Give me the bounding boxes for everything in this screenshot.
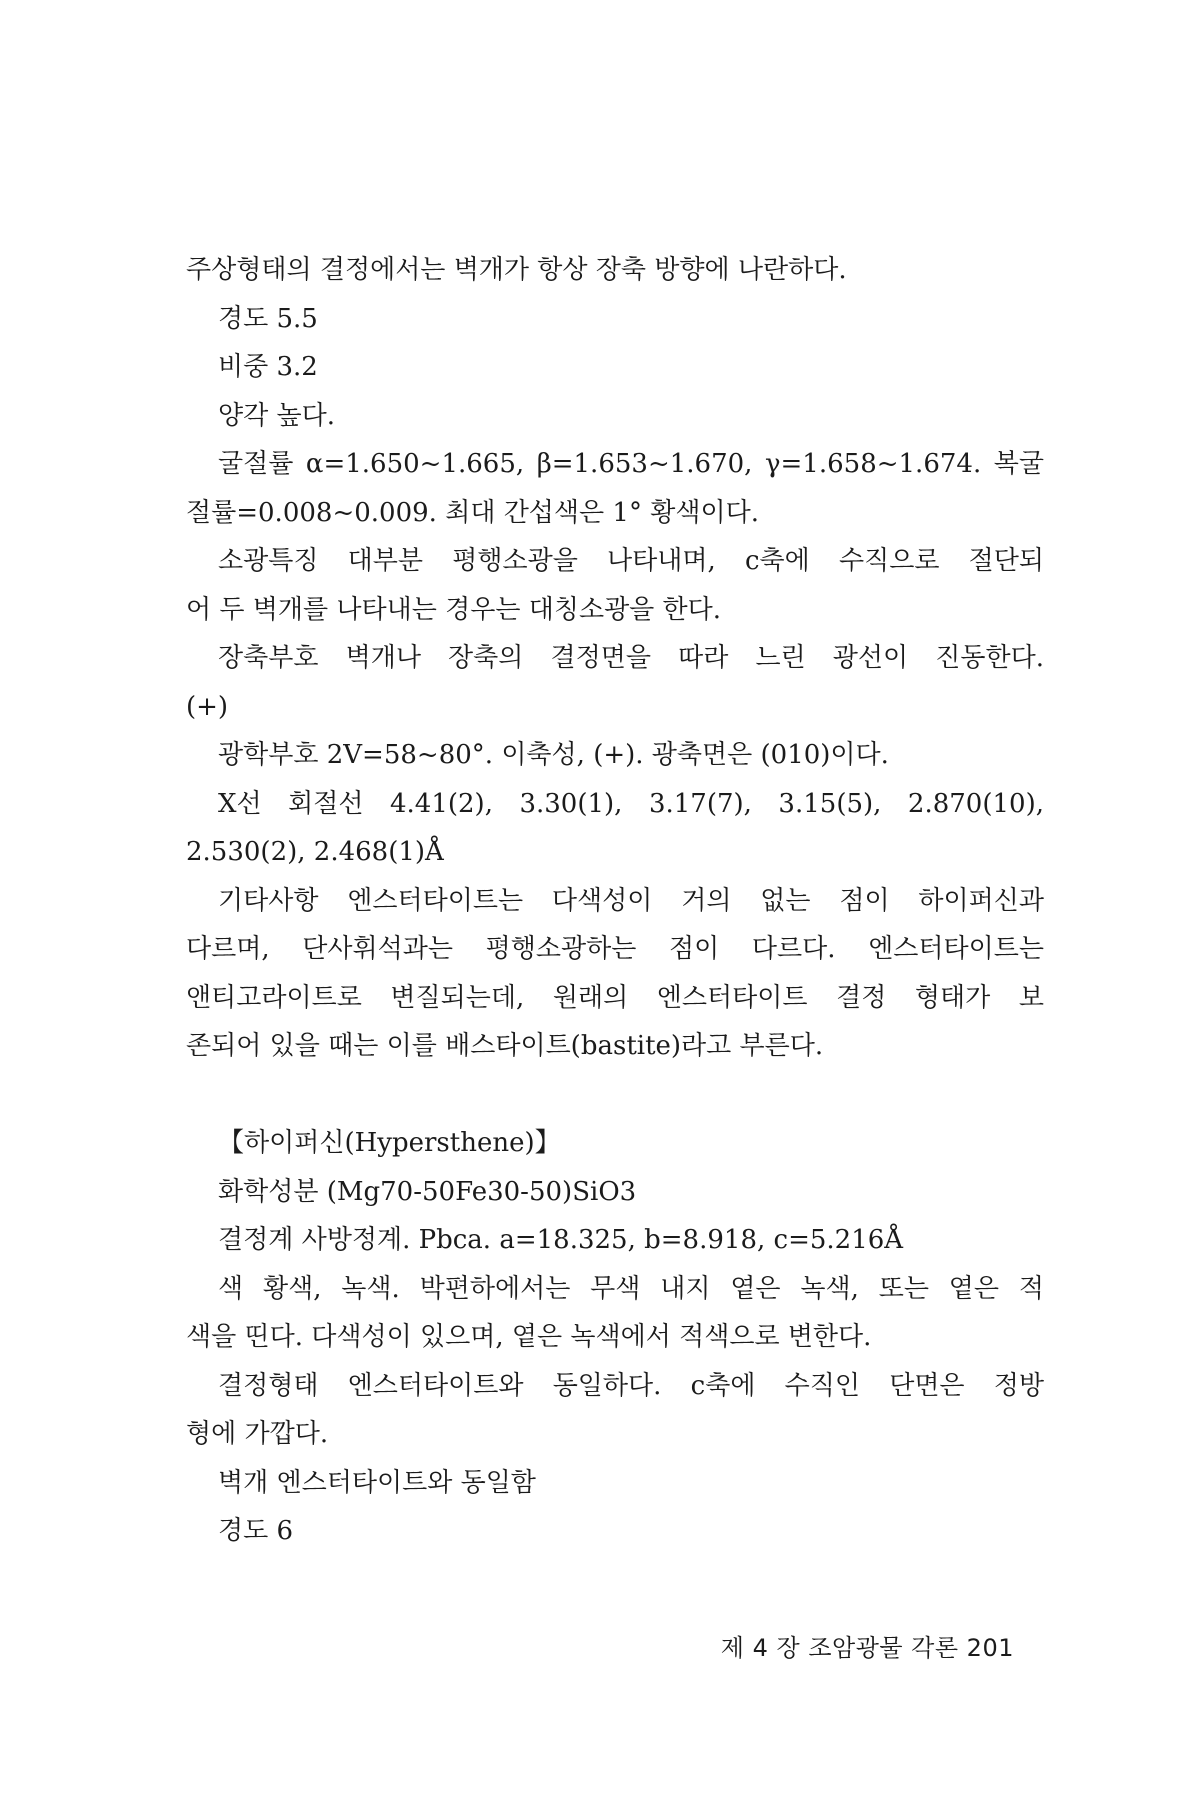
text-line: 형에 가깝다. bbox=[186, 1419, 329, 1449]
property-optic-sign: 광학부호 2V=58~80°. 이축성, (+). 광축면은 (010)이다. bbox=[218, 740, 889, 770]
property-xray-lines: X선 회절선 4.41(2), 3.30(1), 3.17(7), 3.15(5), 2.870(10), bbox=[218, 788, 1044, 819]
text-line: (+) bbox=[186, 691, 229, 722]
text-line: 2.530(2), 2.468(1)Å bbox=[186, 837, 444, 867]
section-heading: 【하이퍼신(Hypersthene)】 bbox=[218, 1128, 561, 1158]
page-body bbox=[186, 246, 1044, 1556]
property-cleavage: 벽개 엔스터타이트와 동일함 bbox=[218, 1467, 536, 1498]
property-hardness: 경도 5.5 bbox=[218, 303, 318, 334]
text-line: 색을 띤다. 다색성이 있으며, 옅은 녹색에서 적색으로 변한다. bbox=[186, 1322, 872, 1352]
text-line: 다르며, 단사휘석과는 평행소광하는 점이 다르다. 엔스터타이트는 bbox=[186, 934, 1044, 964]
property-refractive-index: 굴절률 α=1.650~1.665, β=1.653~1.670, γ=1.658~1.674. 복굴 bbox=[218, 449, 1044, 479]
section-gap bbox=[186, 1071, 1044, 1120]
text-line: 존되어 있을 때는 이를 배스타이트(bastite)라고 부른다. bbox=[186, 1031, 824, 1061]
property-relief: 양각 높다. bbox=[218, 400, 335, 431]
property-color: 색 황색, 녹색. 박편하에서는 무색 내지 옅은 녹색, 또는 옅은 적 bbox=[218, 1273, 1044, 1304]
property-specific-gravity: 비중 3.2 bbox=[218, 352, 318, 382]
text-line: 앤티고라이트로 변질되는데, 원래의 엔스터타이트 결정 형태가 보 bbox=[186, 982, 1044, 1013]
property-elongation-sign: 장축부호 벽개나 장축의 결정면을 따라 느린 광선이 진동한다. bbox=[218, 643, 1044, 673]
running-footer: 제 4 장 조암광물 각론 201 bbox=[720, 1634, 1014, 1662]
property-hardness: 경도 6 bbox=[218, 1516, 294, 1546]
property-extinction: 소광특징 대부분 평행소광을 나타내며, c축에 수직으로 절단되 bbox=[218, 546, 1044, 576]
text-line: 절률=0.008~0.009. 최대 간섭색은 1° 황색이다. bbox=[186, 497, 759, 528]
property-remarks: 기타사항 엔스터타이트는 다색성이 거의 없는 점이 하이퍼신과 bbox=[218, 885, 1044, 916]
property-crystal-habit: 결정형태 엔스터타이트와 동일하다. c축에 수직인 단면은 정방 bbox=[218, 1370, 1044, 1401]
property-crystal-system: 결정계 사방정계. Pbca. a=18.325, b=8.918, c=5.216Å bbox=[218, 1225, 904, 1255]
property-chemical-composition: 화학성분 (Mg70-50Fe30-50)SiO3 bbox=[218, 1176, 637, 1207]
text-line: 주상형태의 결정에서는 벽개가 항상 장축 방향에 나란하다. bbox=[186, 255, 847, 285]
text-line: 어 두 벽개를 나타내는 경우는 대칭소광을 한다. bbox=[186, 594, 722, 625]
